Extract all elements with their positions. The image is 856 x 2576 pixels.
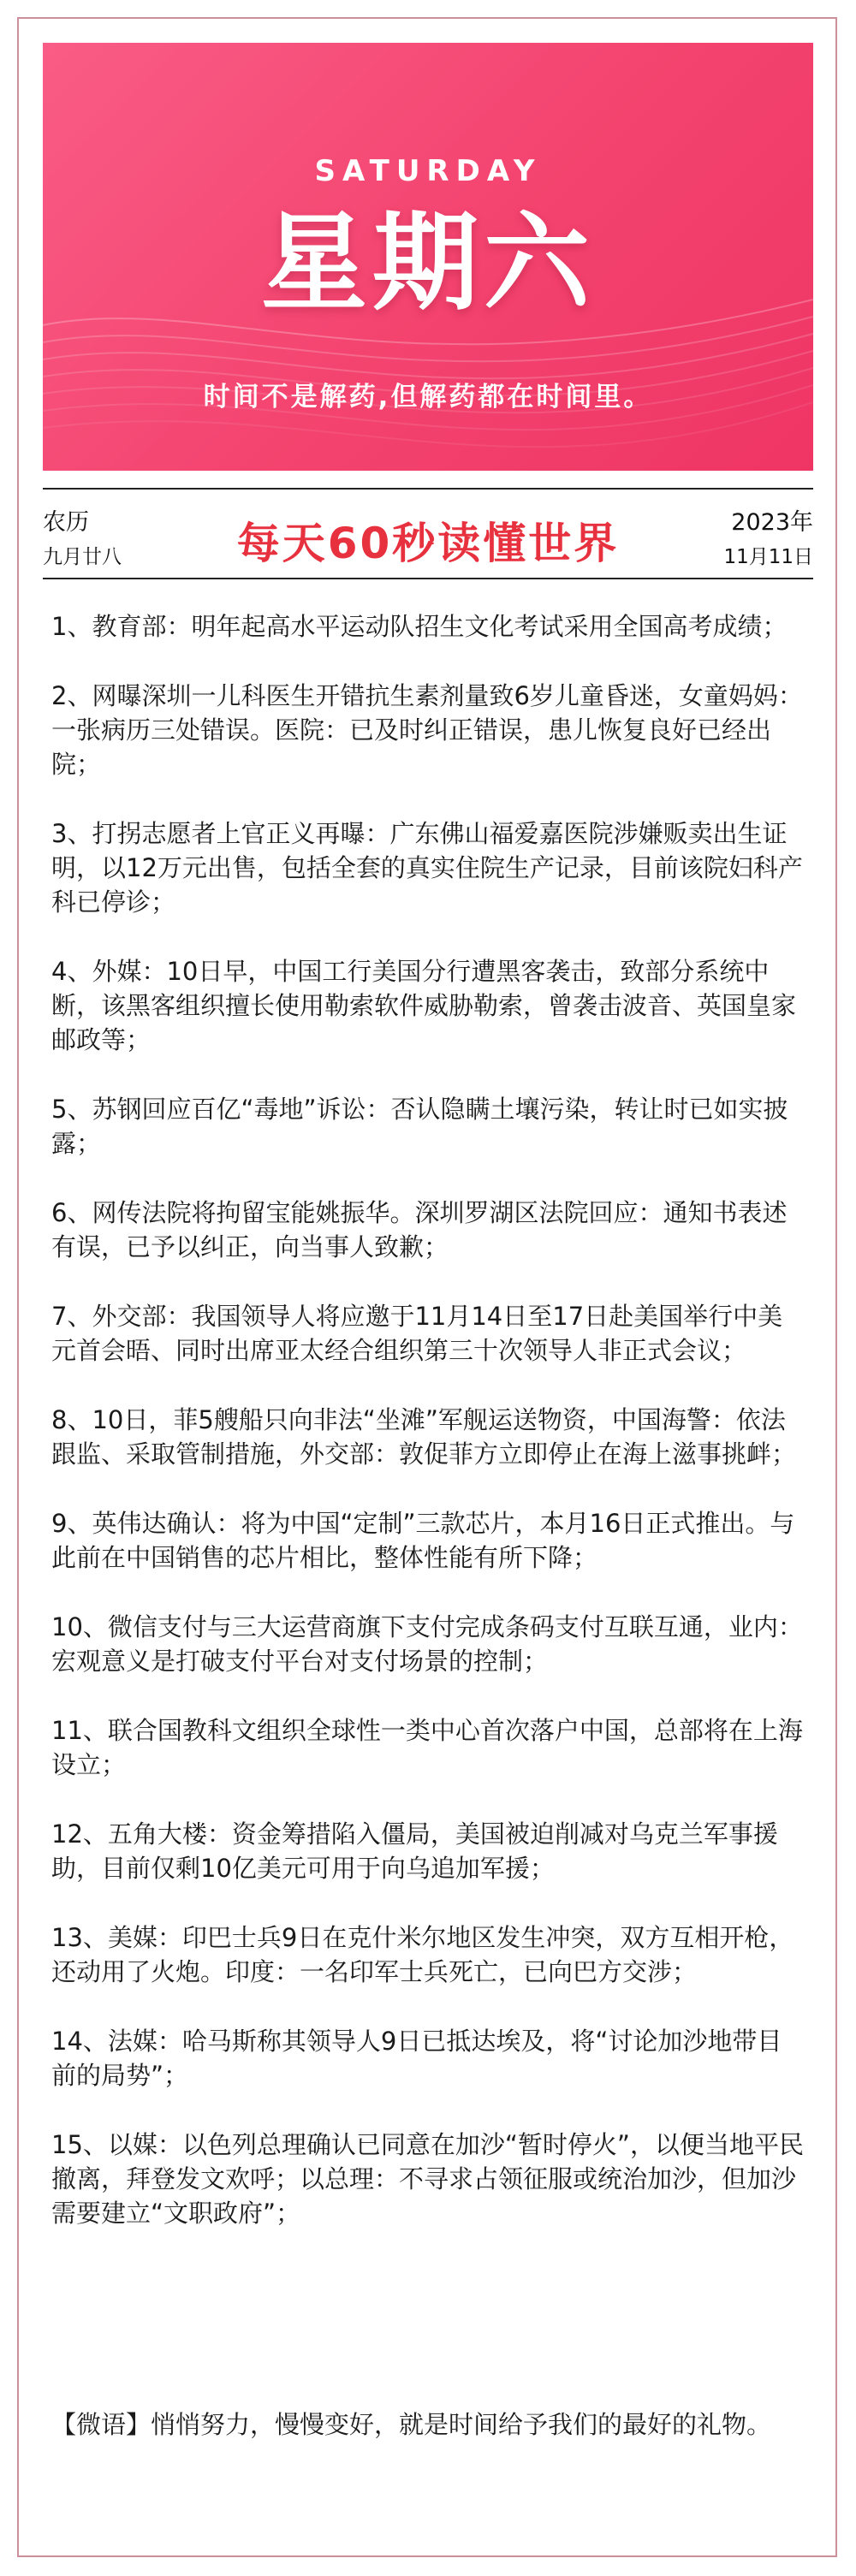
news-item: 7、外交部：我国领导人将应邀于11月14日至17日赴美国举行中美元首会晤、同时出席亚太经合组织第三十次领导人非正式会议； <box>51 1302 783 1365</box>
lunar-label: 农历 <box>43 509 89 536</box>
weekday-chinese: 星期六 <box>260 202 595 325</box>
weekday-english: SATURDAY <box>314 154 542 188</box>
news-item: 6、网传法院将拘留宝能姚振华。深圳罗湖区法院回应：通知书表述有误，已予以纠正，向当事人致歉； <box>51 1198 788 1261</box>
month-day: 11月11日 <box>723 546 813 568</box>
news-item: 12、五角大楼：资金筹措陷入僵局，美国被迫削减对乌克兰军事援助，目前仅剩10亿美元可用于向乌追加军援； <box>51 1819 778 1883</box>
news-item: 15、以媒：以色列总理确认已同意在加沙“暂时停火”，以便当地平民撤离，拜登发文欢呼；以总理：不寻求占领征服或统治加沙，但加沙需要建立“文职政府”； <box>51 2130 804 2228</box>
banner-slogan: 时间不是解药,但解药都在时间里。 <box>203 382 653 413</box>
news-item: 1、教育部：明年起高水平运动队招生文化考试采用全国高考成绩； <box>51 612 788 641</box>
headline-title: 每天60秒读懂世界 <box>236 519 620 568</box>
news-item: 2、网曝深圳一儿科医生开错抗生素剂量致6岁儿童昏迷，女童妈妈：一张病历三处错误。医院：已及时纠正错误，患儿恢复良好已经出院； <box>51 681 803 779</box>
news-item: 13、美媒：印巴士兵9日在克什米尔地区发生冲突，双方互相开枪，还动用了火炮。印度：一名印军士兵死亡，已向巴方交涉； <box>51 1923 794 1986</box>
year: 2023年 <box>731 509 813 536</box>
news-item: 8、10日，菲5艘船只向非法“坐滩”军舰运送物资，中国海警：依法跟监、采取管制措施，外交部：敦促菲方立即停止在海上滋事挑衅； <box>51 1405 797 1469</box>
news-item: 3、打拐志愿者上官正义再曝：广东佛山福爱嘉医院涉嫌贩卖出生证明，以12万元出售，包括全套的真实住院生产记录，目前该院妇科产科已停诊； <box>51 819 803 917</box>
bottom-rule <box>43 578 813 579</box>
news-item: 11、联合国教科文组织全球性一类中心首次落户中国，总部将在上海设立； <box>51 1716 803 1779</box>
news-list <box>51 609 805 2265</box>
news-item: 9、英伟达确认：将为中国“定制”三款芯片，本月16日正式推出。与此前在中国销售的芯片相比，整体性能有所下降； <box>51 1509 795 1572</box>
lunar-date: 九月廿八 <box>43 546 122 568</box>
news-item: 4、外媒：10日早，中国工行美国分行遭黑客袭击，致部分系统中断，该黑客组织擅长使用勒索软件威胁勒索，曾袭击波音、英国皇家邮政等； <box>51 957 797 1054</box>
news-item: 10、微信支付与三大运营商旗下支付完成条码支付互联互通，业内：宏观意义是打破支付平台对支付场景的控制； <box>51 1612 803 1676</box>
date-row <box>43 488 813 578</box>
news-item: 5、苏钢回应百亿“毒地”诉讼：否认隐瞒土壤污染，转让时已如实披露； <box>51 1095 788 1158</box>
news-item: 14、法媒：哈马斯称其领导人9日已抵达埃及，将“讨论加沙地带目前的局势”； <box>51 2027 782 2090</box>
weekday-banner <box>43 43 813 471</box>
daily-quote: 【微语】悄悄努力，慢慢变好，就是时间给予我们的最好的礼物。 <box>51 2410 772 2439</box>
